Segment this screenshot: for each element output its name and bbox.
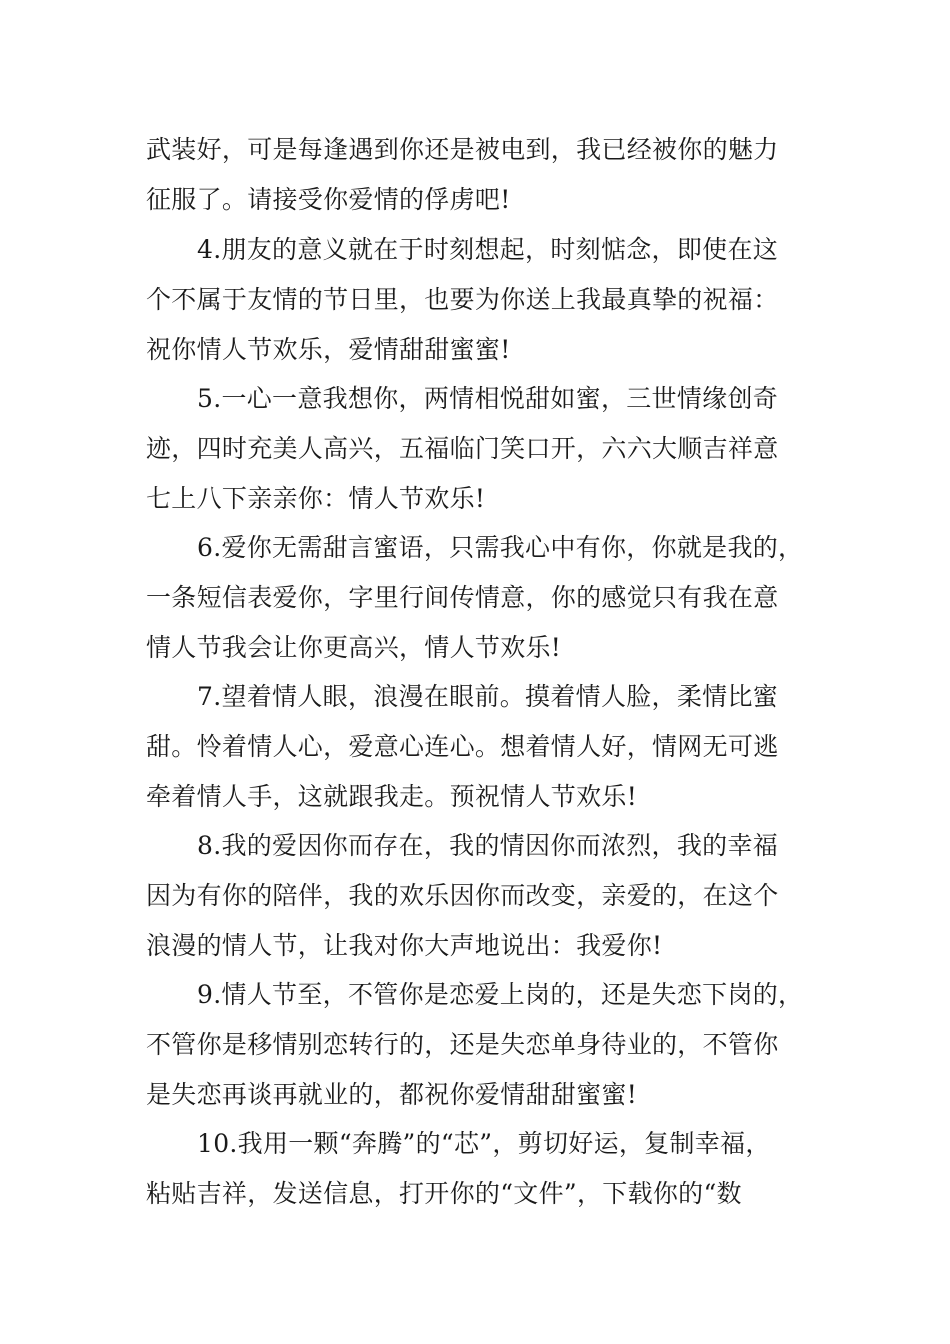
text-line: 甜。怜着情人心，爱意心连心。想着情人好，情网无可逃 bbox=[146, 732, 779, 761]
paragraph-5-line: 5.一心一意我想你，两情相悦甜如蜜，三世情缘创奇 bbox=[197, 384, 779, 413]
paragraph-8-line: 8.我的爱因你而存在，我的情因你而浓烈，我的幸福 bbox=[197, 831, 779, 860]
text-line: 牵着情人手，这就跟我走。预祝情人节欢乐! bbox=[146, 782, 638, 811]
text-line: 七上八下亲亲你：情人节欢乐! bbox=[146, 484, 486, 513]
text-line: 不管你是移情别恋转行的，还是失恋单身待业的，不管你 bbox=[146, 1030, 779, 1059]
text-line: 粘贴吉祥，发送信息，打开你的“文件”，下载你的“数 bbox=[146, 1179, 742, 1208]
paragraph-7-line: 7.望着情人眼，浪漫在眼前。摸着情人脸，柔情比蜜 bbox=[197, 682, 779, 711]
text-line: 情人节我会让你更高兴，情人节欢乐! bbox=[146, 633, 562, 662]
text-line: 浪漫的情人节，让我对你大声地说出：我爱你! bbox=[146, 931, 663, 960]
text-line: 因为有你的陪伴，我的欢乐因你而改变，亲爱的，在这个 bbox=[146, 881, 779, 910]
text-line: 祝你情人节欢乐，爱情甜甜蜜蜜! bbox=[146, 335, 511, 364]
text-line: 是失恋再谈再就业的，都祝你爱情甜甜蜜蜜! bbox=[146, 1080, 638, 1109]
text-line: 武装好，可是每逢遇到你还是被电到，我已经被你的魅力 bbox=[146, 135, 779, 164]
text-line: 征服了。请接受你爱情的俘虏吧! bbox=[146, 185, 511, 214]
text-line: 一条短信表爱你，字里行间传情意，你的感觉只有我在意 bbox=[146, 583, 779, 612]
text-line: 个不属于友情的节日里，也要为你送上我最真挚的祝福： bbox=[146, 285, 779, 314]
paragraph-9-line: 9.情人节至，不管你是恋爱上岗的，还是失恋下岗的， bbox=[197, 980, 804, 1009]
text-line: 迹，四时充美人高兴，五福临门笑口开，六六大顺吉祥意 bbox=[146, 434, 779, 463]
paragraph-10-line: 10.我用一颗“奔腾”的“芯”，剪切好运，复制幸福， bbox=[197, 1129, 771, 1158]
paragraph-6-line: 6.爱你无需甜言蜜语，只需我心中有你，你就是我的， bbox=[197, 533, 804, 562]
paragraph-4-line: 4.朋友的意义就在于时刻想起，时刻惦念，即使在这 bbox=[197, 235, 779, 264]
